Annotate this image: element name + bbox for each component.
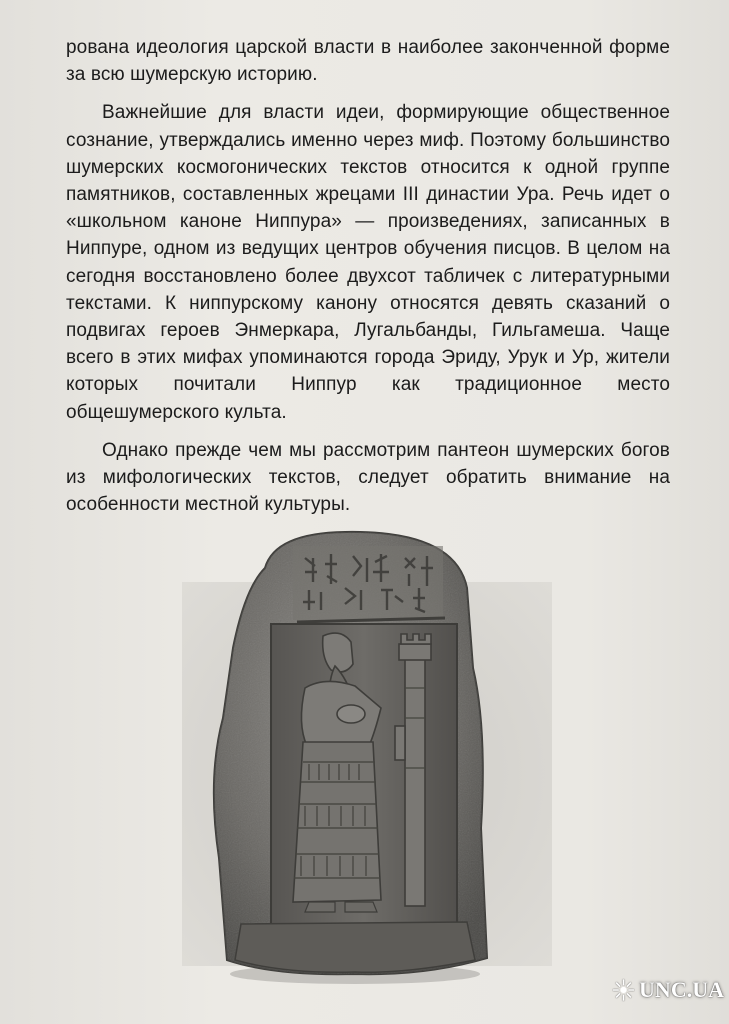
paragraph-3: Однако прежде чем мы рассмотрим пантеон шумерских богов из мифологических текстов, следует обратить внимание на особенности местной культуры. [66, 439, 670, 516]
watermark-text: UNC.UA [639, 977, 724, 1002]
sumerian-stele-image [205, 528, 515, 988]
paragraph-2: Важнейшие для власти идеи, формирующие общественное сознание, утверждались именно через миф. Поэтому большинство шумерских космогонических текстов относится к одной группе памятников, составленных жрецами III династии Ура. Речь идет о «школьном каноне Ниппура» — произведениях, записанных в Ниппуре, одном из ведущих центров обучения писцов. В целом на сегодня восстановлено более двухсот табличек с литературными текстами. К ниппурскому канону относятся девять сказаний о подвигах героев Энмеркара, Лугальбанды, Гильгамеша. Чаще всего в этих мифах упоминаются города Эриду, Урук и Ур, жители которых почитали Ниппур как традиционное место общешумерского культа. [66, 102, 670, 423]
watermark [612, 962, 724, 1018]
paragraph-1: рована идеология царской власти в наиболее законченной форме за всю шумерскую историю. [66, 37, 670, 86]
sun-burst-icon [612, 975, 635, 1005]
body-text [66, 34, 670, 518]
